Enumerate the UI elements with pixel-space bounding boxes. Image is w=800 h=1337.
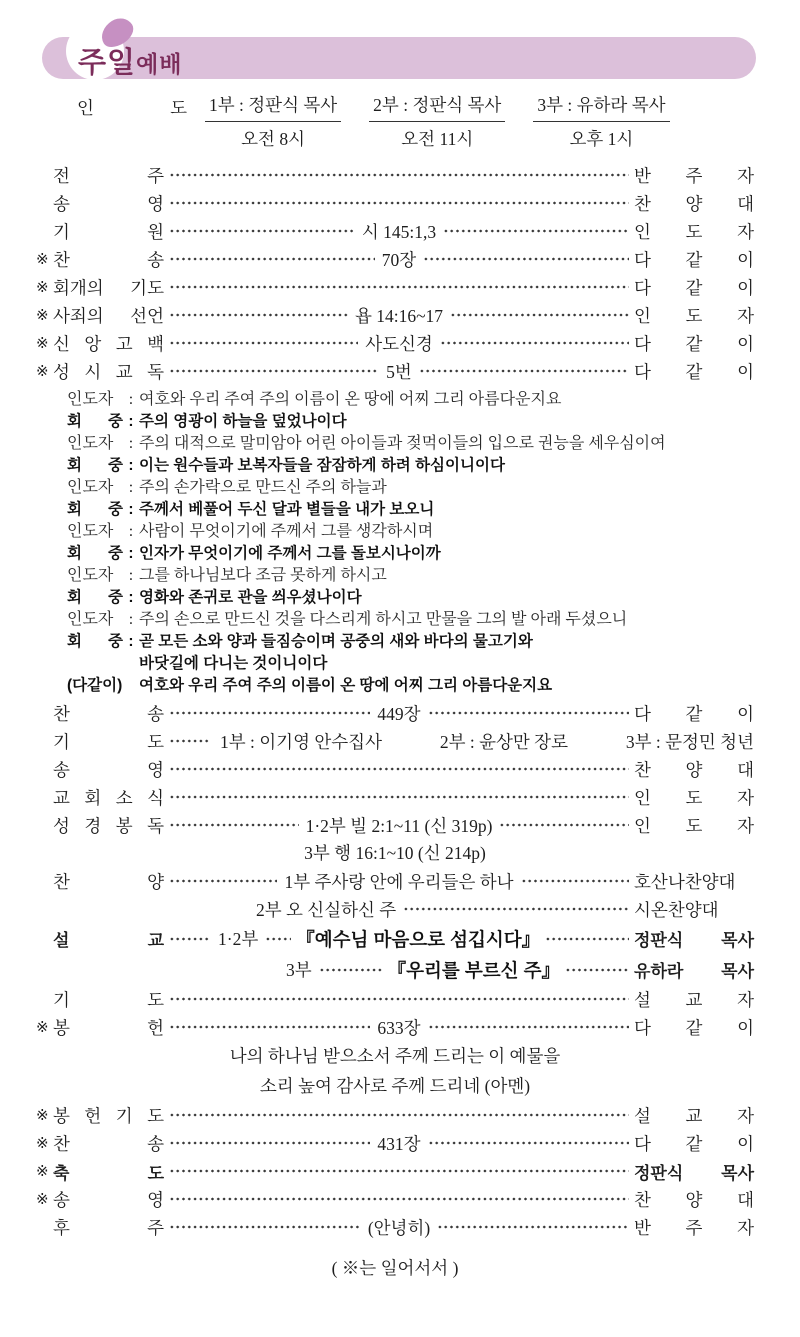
order-item-sermon-1 [36,923,754,954]
reading-speaker: 회 중 [67,413,123,430]
order-item-hymn-70 [36,245,754,273]
sermon-1-title: 『예수님 마음으로 섬깁시다』 [296,928,541,950]
dot-leader [428,1129,629,1157]
dot-leader [440,329,629,357]
reading-text: 주께서 베풀어 두신 달과 별들을 내가 보오니 [139,501,435,518]
reading-line [67,389,754,411]
reading-line [67,521,754,543]
item-label: 찬 양 [53,871,164,892]
order-item-benediction [36,1157,754,1185]
reading-speaker: 인도자 [67,523,114,540]
item-performer: 반 주 자 [634,1217,754,1238]
service-1-time: 오전 8시 [241,129,305,149]
order-item-doxology-closing [36,1185,754,1213]
reading-text: 주의 손가락으로 만드신 주의 하늘과 [139,479,387,496]
reading-line [67,433,754,455]
reading-colon: : [128,413,134,430]
reading-text: 그를 하나님보다 조금 못하게 하시고 [139,567,387,584]
dot-leader [169,867,277,895]
reading-speaker: 인도자 [67,479,114,496]
reading-colon: : [128,479,134,496]
item-detail: 5번 [386,361,412,382]
anthem-2-choir: 시온찬양대 [634,899,719,920]
dot-leader [499,811,629,839]
dot-leader [169,923,211,954]
reading-text: 주의 대적으로 말미암아 어린 아이들과 젖먹이들의 입으로 권능을 세우심이여 [139,435,666,452]
reading-line-continuation [67,653,754,675]
dot-leader [169,727,211,755]
order-item-creed [36,329,754,357]
item-performer: 다 같 이 [634,277,754,298]
dot-leader [169,1213,361,1241]
standing-mark: ※ [36,251,49,268]
reading-colon: : [128,457,134,474]
offering-hymn-line-2: 소리 높여 감사로 주께 드리네 (아멘) [259,1076,531,1096]
item-label: 송 영 [53,193,164,214]
item-label: 송 영 [53,1189,164,1210]
service-1 [205,92,341,151]
item-performer: 인 도 자 [634,221,754,242]
reading-colon: : [128,545,134,562]
anthem-1-title: 1부 주사랑 안에 우리들은 하나 [284,871,514,892]
dot-leader [169,357,379,385]
dot-leader [169,1157,629,1185]
dot-leader [565,954,629,985]
reading-text: 바닷길에 다니는 것이니이다 [139,655,328,672]
dot-leader [169,755,629,783]
reading-speaker: 회 중 [67,501,123,518]
reading-colon: : [128,523,134,540]
anthem-1-choir: 호산나찬양대 [634,871,736,892]
service-1-leader: 1부 : 정판식 목사 [205,92,341,122]
item-label: 기 원 [53,221,164,242]
order-item-sermon-2 [36,954,754,985]
reading-speaker: 회 중 [67,633,123,650]
reading-speaker: 인도자 [67,435,114,452]
sermon-2-title: 『우리를 부르신 주』 [387,959,561,981]
reading-line [67,477,754,499]
order-item-doxology [36,189,754,217]
item-performer: 찬 양 대 [634,759,754,780]
standing-mark: ※ [36,1191,49,1208]
page-title [78,40,182,81]
item-label: 사죄의 선언 [53,305,164,326]
service-2 [369,92,505,151]
reading-colon [123,653,139,675]
sermon-1-part: 1·2부 [218,929,259,949]
benediction-preacher: 정판식 목사 [634,1163,754,1183]
sermon-1-preacher: 정판식 목사 [634,931,754,950]
reading-speaker: (다같이) [67,677,123,694]
order-item-prelude [36,161,754,189]
standing-mark: ※ [36,1163,49,1180]
dot-leader [521,867,629,895]
item-label: 송 영 [53,759,164,780]
dot-leader [169,783,629,811]
dot-leader [443,217,629,245]
reading-line [67,543,754,565]
reading-text: 여호와 우리 주여 주의 이름이 온 땅에 어찌 그리 아름다운지요 [139,391,562,408]
item-label: 성 경 봉 독 [53,815,164,836]
dot-leader [169,301,348,329]
order-item-absolution [36,301,754,329]
item-label: 기 도 [53,989,164,1010]
reading-text: 여호와 우리 주여 주의 이름이 온 땅에 어찌 그리 아름다운지요 [139,677,553,694]
item-detail: 시 145:1,3 [361,221,437,242]
dot-leader [319,954,383,985]
reading-colon: : [128,611,134,628]
reading-text: 인자가 무엇이기에 주께서 그를 돌보시나이까 [139,545,441,562]
standing-mark: ※ [36,279,49,296]
reading-speaker: 회 중 [67,457,123,474]
item-detail: 633장 [377,1017,421,1038]
dot-leader [545,923,629,954]
reading-colon: : [128,633,134,650]
item-label: 봉 헌 [53,1017,164,1038]
reading-colon: : [128,589,134,606]
order-item-church-news [36,783,754,811]
order-item-repentance-prayer [36,273,754,301]
order-section-2 [36,699,754,1241]
item-performer: 다 같 이 [634,333,754,354]
dot-leader [419,357,629,385]
item-performer: 인 도 자 [634,305,754,326]
standing-note: ( ※는 일어서서 ) [331,1258,459,1278]
item-detail: (안녕히) [367,1217,431,1238]
reading-line [67,609,754,631]
prayer-leader-1: 1부 : 이기영 안수집사 [220,731,382,752]
reading-text: 주의 손으로 만드신 것을 다스리게 하시고 만물을 그의 발 아래 두셨으니 [139,611,628,628]
reading-speaker [67,653,123,675]
order-item-prayer-after-sermon [36,985,754,1013]
reading-text: 곧 모든 소와 양과 들짐승이며 공중의 새와 바다의 물고기와 [139,633,533,650]
reading-colon: : [128,567,134,584]
sermon-2-preacher: 유하라 목사 [634,962,755,981]
offering-hymn-line-1: 나의 하나님 받으소서 주께 드리는 이 예물을 [229,1046,561,1066]
dot-leader [169,985,629,1013]
service-3 [533,92,669,151]
dot-leader [423,245,629,273]
standing-mark: ※ [36,1019,49,1036]
item-performer: 인 도 자 [634,787,754,808]
order-item-anthem-1 [36,867,754,895]
dot-leader [169,161,629,189]
standing-mark: ※ [36,307,49,324]
reading-colon: : [128,391,134,408]
service-columns [205,92,754,151]
order-item-scripture-reading [36,811,754,839]
prayer-leader-2: 2부 : 윤상만 장로 [439,731,568,752]
reading-speaker: 인도자 [67,611,114,628]
item-label: 찬 송 [53,1133,164,1154]
item-label: 찬 송 [53,249,164,270]
dot-leader [169,1013,370,1041]
reading-line [67,631,754,653]
order-item-postlude [36,1213,754,1241]
reading-text: 이는 원수들과 보복자들을 잠잠하게 하려 하심이니이다 [139,457,505,474]
dot-leader [169,273,629,301]
service-3-leader: 3부 : 유하라 목사 [533,92,669,122]
scripture-reading-continuation: 3부 행 16:1~10 (신 214p) [304,843,486,863]
reading-text: 영화와 존귀로 관을 씌우셨나이다 [139,589,362,606]
leader-label: 인 도 [77,98,187,118]
bulletin-content [0,92,800,1280]
dot-leader [450,301,629,329]
item-label: 전 주 [53,165,164,186]
dot-leader [169,1185,629,1213]
item-label: 회개의 기도 [53,277,164,298]
service-3-time: 오후 1시 [569,129,634,149]
anthem-2-title: 2부 오 신실하신 주 [256,899,397,920]
service-leaders-row [36,92,754,151]
order-item-prayer [36,727,754,755]
dot-leader [403,895,629,923]
reading-colon: : [128,435,134,452]
reading-colon: : [128,501,134,518]
item-detail: 70장 [381,249,417,270]
dot-leader [265,923,291,954]
order-item-hymn-431 [36,1129,754,1157]
order-item-offering-prayer [36,1101,754,1129]
reading-line [67,411,754,433]
item-label: 신 앙 고 백 [53,333,164,354]
dot-leader [169,329,358,357]
page-title-main: 주일 [78,47,137,79]
order-item-responsive-reading [36,357,754,385]
reading-line [67,587,754,609]
item-label: 찬 송 [53,703,164,724]
order-item-invocation [36,217,754,245]
reading-text: 주의 영광이 하늘을 덮었나이다 [139,413,347,430]
dot-leader [169,811,299,839]
item-detail: 욥 14:16~17 [354,305,444,326]
reading-speaker: 회 중 [67,545,123,562]
standing-mark: ※ [36,1107,49,1124]
reading-speaker: 인도자 [67,391,114,408]
order-item-offering [36,1013,754,1041]
item-label: 교 회 소 식 [53,787,164,808]
sermon-2-part: 3부 [286,960,312,980]
order-item-anthem-2 [36,895,754,923]
order-section-1 [36,161,754,385]
dot-leader [428,1013,629,1041]
bulletin-page [0,37,800,1337]
dot-leader [169,1129,370,1157]
item-label: 봉 헌 기 도 [53,1105,164,1126]
item-label: 설 교 [53,931,164,950]
order-item-doxology [36,755,754,783]
item-label: 기 도 [53,731,164,752]
dot-leader [169,245,375,273]
item-detail: 431장 [377,1133,421,1154]
item-performer: 다 같 이 [634,703,754,724]
dot-leader [428,699,629,727]
dot-leader [437,1213,629,1241]
item-label: 축 도 [53,1163,164,1183]
dot-leader [169,217,355,245]
page-title-sub: 예배 [136,51,183,77]
item-performer: 다 같 이 [634,361,754,382]
item-performer: 다 같 이 [634,1133,754,1154]
standing-mark: ※ [36,1135,49,1152]
item-detail: 사도신경 [365,333,433,354]
prayer-leaders [216,729,754,754]
item-performer: 찬 양 대 [634,193,754,214]
service-2-leader: 2부 : 정판식 목사 [369,92,505,122]
standing-mark: ※ [36,335,49,352]
reading-text: 사람이 무엇이기에 주께서 그를 생각하시며 [139,523,434,540]
reading-speaker: 회 중 [67,589,123,606]
order-item-hymn-449 [36,699,754,727]
item-performer: 찬 양 대 [634,1189,754,1210]
section-banner [42,37,756,79]
item-performer: 반 주 자 [634,165,754,186]
reading-line-all-together [67,675,754,697]
item-detail: 449장 [377,703,421,724]
item-detail: 1·2부 빌 2:1~11 (신 319p) [305,815,493,836]
standing-mark: ※ [36,363,49,380]
reading-colon [123,675,139,697]
prayer-leader-3: 3부 : 문정민 청년 [625,731,754,752]
item-performer: 다 같 이 [634,1017,754,1038]
dot-leader [169,189,629,217]
item-performer: 설 교 자 [634,1105,754,1126]
reading-line [67,499,754,521]
item-label: 성 시 교 독 [53,361,164,382]
reading-line [67,455,754,477]
item-performer: 다 같 이 [634,249,754,270]
item-performer: 설 교 자 [634,989,754,1010]
item-performer: 인 도 자 [634,815,755,836]
dot-leader [169,1101,629,1129]
reading-line [67,565,754,587]
responsive-reading-block [67,389,754,697]
reading-speaker: 인도자 [67,567,114,584]
service-2-time: 오전 11시 [401,129,474,149]
item-label: 후 주 [53,1217,164,1238]
dot-leader [169,699,370,727]
